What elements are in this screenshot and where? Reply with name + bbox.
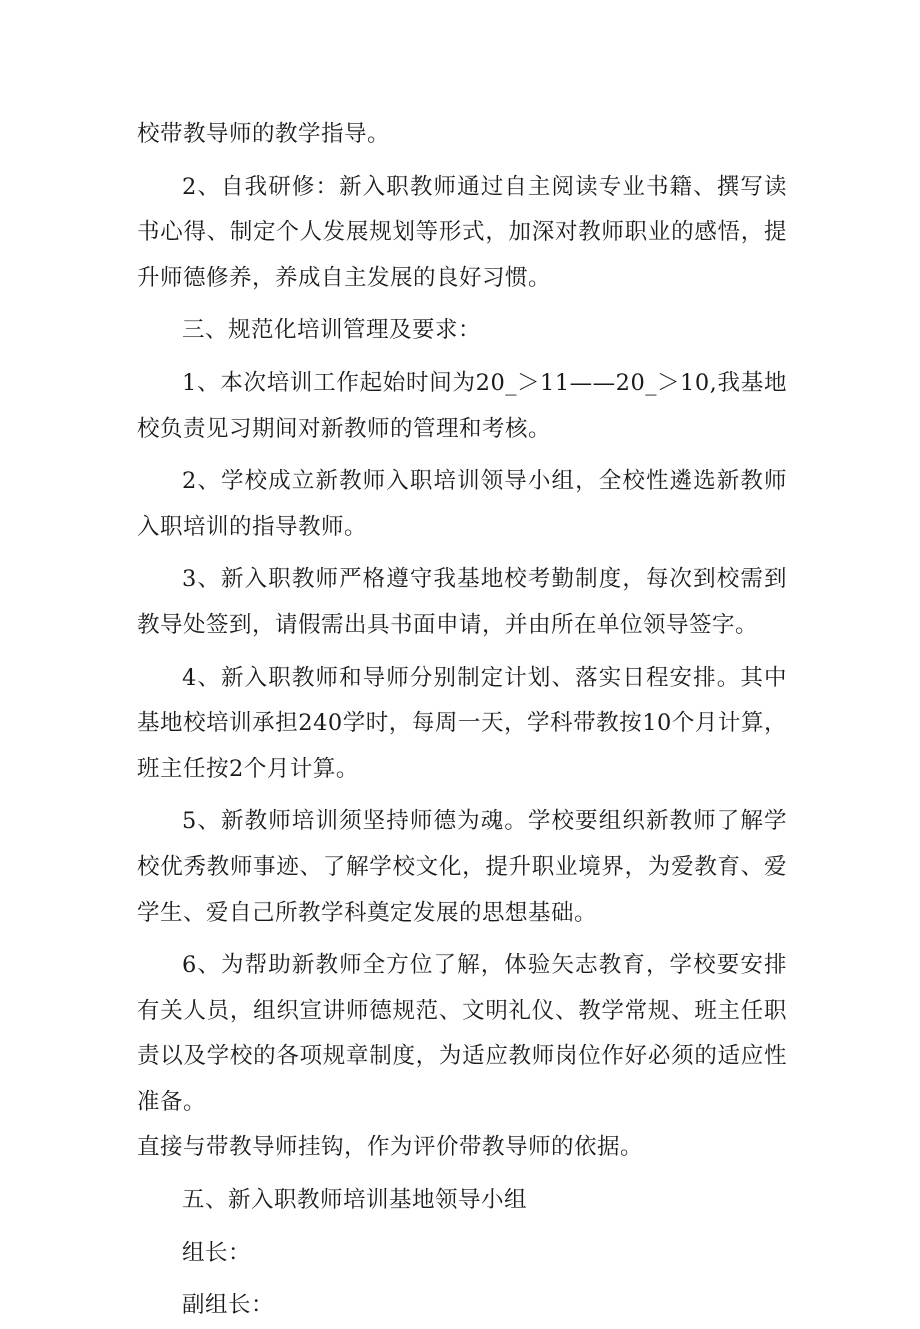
deputy-leader-label: 副组长： [182,1292,275,1319]
paragraph-orientation: 6、为帮助新教师全方位了解，体验矢志教育，学校要安排有关人员，组织宣讲师德规范、文明礼仪、教学常规、班主任职责以及学校的各项规章制度，为适应教师岗位作好必须的适应性准备。 [137,952,787,1115]
paragraph-leadership-group: 2、学校成立新教师入职培训领导小组，全校性遴选新教师入职培训的指导教师。 [137,468,787,540]
section-heading-leadership-group: 五、新入职教师培训基地领导小组 [182,1187,528,1214]
paragraph-evaluation: 直接与带教导师挂钩，作为评价带教导师的依据。 [137,1134,644,1161]
paragraph-attendance: 3、新入职教师严格遵守我基地校考勤制度，每次到校需到教导处签到，请假需出具书面申请，并由所在单位领导签字。 [137,566,787,638]
paragraph-ethics: 5、新教师培训须坚持师德为魂。学校要组织新教师了解学校优秀教师事迹、了解学校文化，提升职业境界，为爱教育、爱学生、爱自己所教学科奠定发展的思想基础。 [137,808,787,926]
paragraph-self-study: 2、自我研修：新入职教师通过自主阅读专业书籍、撰写读书心得、制定个人发展规划等形式，加深对教师职业的感悟，提升师德修养，养成自主发展的良好习惯。 [137,173,787,291]
section-heading-training-management: 三、规范化培训管理及要求： [182,317,482,344]
paragraph-continuation: 校带教导师的教学指导。 [137,121,391,147]
document-page [137,112,787,1329]
paragraph-training-period: 1、本次培训工作起始时间为20_＞11——20_＞10,我基地校负责见习期间对新教师的管理和考核。 [137,369,787,442]
paragraph-schedule: 4、新入职教师和导师分别制定计划、落实日程安排。其中基地校培训承担240学时，每周一天，学科带教按10个月计算，班主任按2个月计算。 [137,664,787,782]
leader-label: 组长： [182,1239,252,1266]
